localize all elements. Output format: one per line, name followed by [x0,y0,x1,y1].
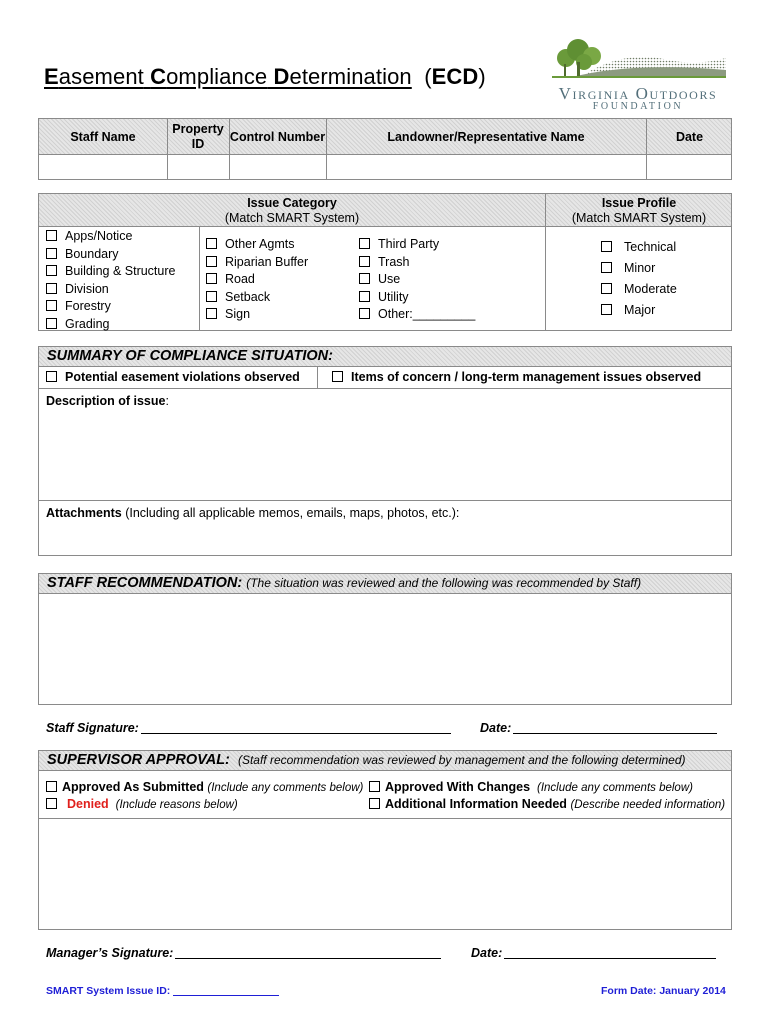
checkbox-row[interactable] [46,298,175,316]
checkbox-label: Other Agmts [225,237,295,251]
checkbox[interactable] [359,308,370,319]
checkbox[interactable] [359,291,370,302]
checkbox-row[interactable] [46,281,175,299]
checkbox[interactable] [46,230,57,241]
divider [317,367,318,388]
checkbox-row[interactable] [601,300,677,321]
denied-option[interactable]: Denied (Include reasons below) [46,797,238,811]
checkbox-label: Apps/Notice [65,229,133,243]
smart-issue-id[interactable]: SMART System Issue ID: [46,985,279,997]
logo-name: Virginia Outdoors [558,84,718,103]
checkbox-label: Riparian Buffer [225,254,309,269]
concern-option[interactable] [332,370,701,384]
checkbox[interactable] [601,241,612,252]
checkbox-label: Utility [378,289,409,304]
attachments-field[interactable] [39,523,731,555]
checkbox-label: Technical [624,240,677,254]
checkbox-label: Division [65,281,109,296]
checkbox[interactable] [46,318,57,329]
staff-name-field[interactable] [39,156,167,180]
checkbox-row[interactable] [601,237,677,258]
supervisor-comments-field[interactable] [39,819,731,929]
summary-heading: SUMMARY OF COMPLIANCE SITUATION: [39,347,731,367]
checkbox-label: Use [378,272,401,286]
checkbox-label: Setback [225,289,271,304]
checkbox[interactable] [332,371,343,382]
checkbox-row[interactable] [206,236,308,254]
checkbox[interactable] [601,262,612,273]
checkbox[interactable] [46,300,57,311]
checkbox-label: Sign [225,307,251,321]
additional-info-option[interactable]: Additional Information Needed (Describe needed information) [369,797,725,811]
checkbox-row[interactable] [206,254,308,272]
staff-name-header: Staff Name [70,129,136,144]
checkbox-label: Boundary [65,246,119,261]
issue-profile-title: Issue Profile [601,196,677,210]
checkbox-row[interactable] [601,258,677,279]
landowner-header: Landowner/Representative Name [387,129,585,144]
checkbox[interactable] [46,248,57,259]
checkbox[interactable] [46,798,57,809]
control-number-header: Control Number [229,129,326,144]
issue-profile-list [601,237,677,321]
recommendation-field[interactable] [39,595,731,704]
checkbox[interactable] [206,238,217,249]
checkbox[interactable] [359,238,370,249]
checkbox-row[interactable] [601,279,677,300]
issue-profile-sub: (Match SMART System) [571,211,707,225]
issue-category-col2 [206,236,308,324]
checkbox[interactable] [601,283,612,294]
approved-option[interactable]: Approved As Submitted (Include any comments below) [46,780,363,794]
staff-signature[interactable]: Staff Signature: [46,721,451,735]
manager-date[interactable]: Date: [471,946,716,960]
checkbox[interactable] [206,273,217,284]
changes-option[interactable]: Approved With Changes (Include any comments below) [369,780,693,794]
date-field[interactable] [647,156,732,180]
checkbox[interactable] [46,283,57,294]
issue-category-col3 [359,236,475,324]
date-header: Date [675,129,704,144]
checkbox-row[interactable] [206,271,308,289]
checkbox-label: Forestry [65,299,111,313]
staff-recommendation-section [38,573,732,705]
checkbox-row[interactable] [359,289,475,307]
issue-table [38,193,732,331]
checkbox-row[interactable] [206,289,308,307]
issue-category-title: Issue Category [247,196,337,210]
divider [199,227,200,331]
observation-row [39,367,731,389]
checkbox-row[interactable] [46,316,175,334]
issue-category-sub: (Match SMART System) [224,211,360,225]
manager-signature[interactable]: Manager’s Signature: [46,946,441,960]
checkbox[interactable] [359,273,370,284]
property-id-field[interactable] [168,156,229,180]
checkbox-row[interactable] [46,228,175,246]
checkbox-label: Third Party [378,237,440,251]
concern-label: Items of concern / long-term management issues observed [351,370,702,384]
form-title: Easement Compliance Determination (ECD) [44,64,486,89]
supervisor-section [38,750,732,930]
checkbox-label: Minor [624,261,656,275]
checkbox-row[interactable] [359,271,475,289]
description-field[interactable] [39,409,731,499]
summary-section [38,346,732,556]
logo-sub: FOUNDATION [592,101,684,112]
attachments-label: Attachments (Including all applicable memos, emails, maps, photos, etc.): [46,506,460,520]
checkbox-label: Moderate [624,282,677,296]
checkbox-label: Building & Structure [65,264,176,278]
checkbox-row[interactable] [46,246,175,264]
checkbox-row[interactable] [206,306,308,324]
checkbox[interactable] [46,781,57,792]
checkbox[interactable] [369,781,380,792]
checkbox-label: Other:_________ [378,307,476,321]
checkbox[interactable] [359,256,370,267]
checkbox[interactable] [601,304,612,315]
checkbox[interactable] [46,265,57,276]
checkbox[interactable] [206,308,217,319]
divider [545,194,546,330]
divider [39,500,731,501]
description-label: Description of issue: [46,394,169,408]
issue-profile-header [545,196,733,226]
checkbox-label: Trash [378,254,410,269]
checkbox-row[interactable] [359,236,475,254]
violations-label: Potential easement violations observed [65,370,300,384]
header-table [38,118,732,180]
issue-category-header [39,196,545,226]
checkbox-label: Road [225,272,255,286]
checkbox[interactable] [206,291,217,302]
checkbox[interactable] [46,371,57,382]
checkbox-row[interactable] [359,306,475,324]
violations-option[interactable] [46,370,300,384]
checkbox[interactable] [206,256,217,267]
checkbox-label: Major [624,303,656,317]
checkbox-label: Grading [65,316,110,331]
checkbox-row[interactable] [359,254,475,272]
checkbox[interactable] [369,798,380,809]
staff-recommendation-heading: STAFF RECOMMENDATION: (The situation was reviewed and the following was recommended by Staff) [39,574,731,594]
control-number-field[interactable] [230,156,326,180]
issue-category-col1 [46,228,175,333]
staff-date[interactable]: Date: [480,721,717,735]
landowner-field[interactable] [327,156,646,180]
form-date: Form Date: January 2014 [601,985,726,997]
property-id-header: Property ID [172,122,224,151]
checkbox-row[interactable] [46,263,175,281]
supervisor-heading: SUPERVISOR APPROVAL: (Staff recommendation was reviewed by management and the following determined) [39,751,731,771]
